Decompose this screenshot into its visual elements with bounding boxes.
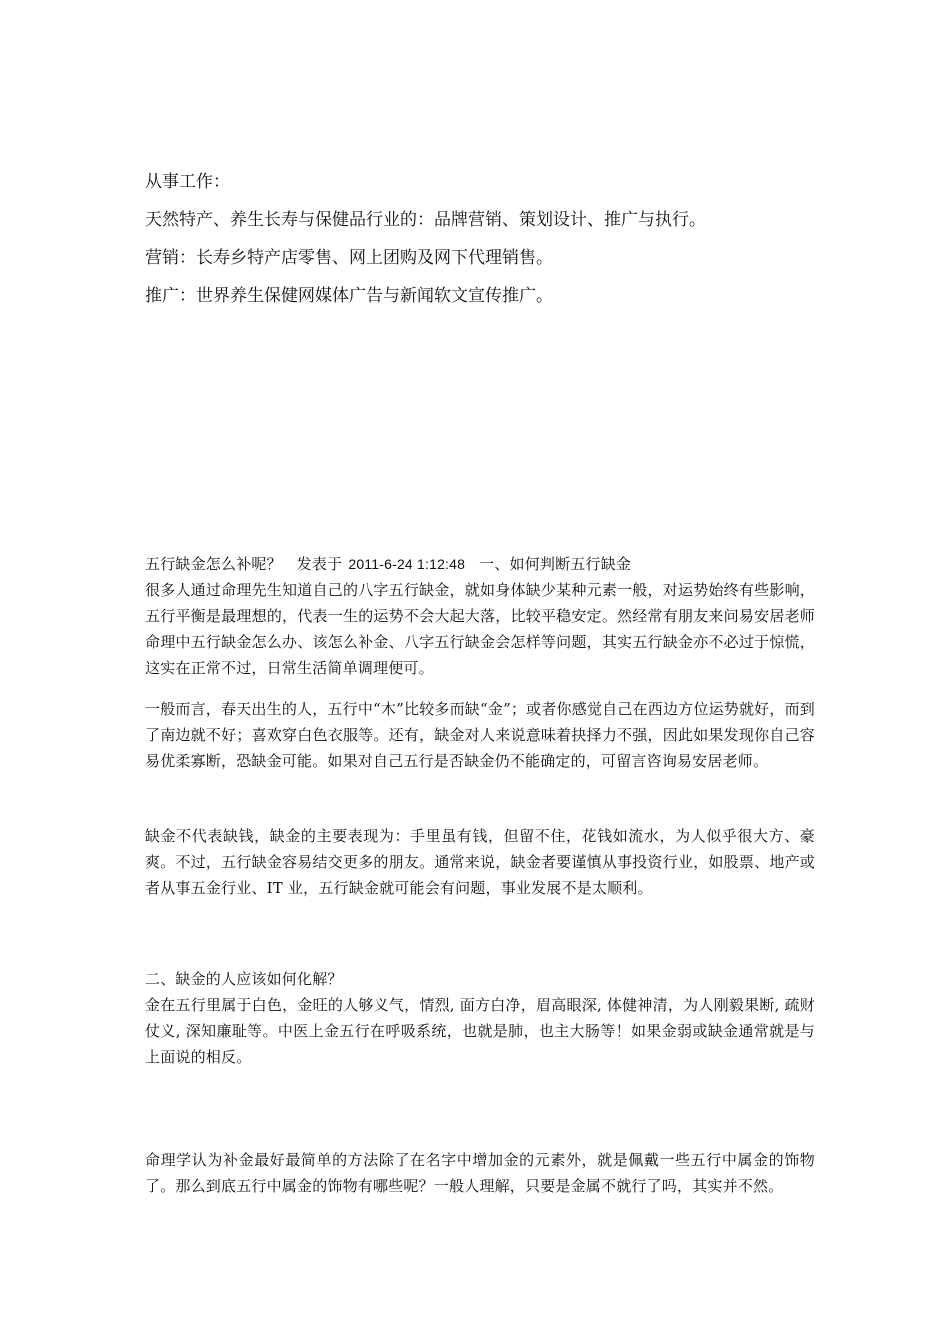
section-2-block <box>145 966 815 1070</box>
intro-heading: 从事工作： <box>145 172 230 192</box>
posted-date: 2011-6-24 1:12:48 <box>348 556 466 572</box>
paragraph-block-2 <box>145 696 815 774</box>
section1-heading: 一、如何判断五行缺金 <box>479 555 632 573</box>
work-intro-section <box>145 172 825 306</box>
paragraph-3: 缺金不代表缺钱，缺金的主要表现为：手里虽有钱，但留不住，花钱如流水，为人似乎很大方、豪爽。不过，五行缺金容易结交更多的朋友。通常来说，缺金者要谨慎从事投资行业，如股票、地产或者从事五金行业、IT 业，五行缺金就可能会有问题，事业发展不是太顺利。 <box>145 827 815 897</box>
paragraph-4: 金在五行里属于白色，金旺的人够义气，情烈, 面方白净，眉高眼深, 体健神清，为人刚毅果断, 疏财仗义, 深知廉耻等。中医上金五行在呼吸系统，也就是肺，也主大肠等！如果金弱或缺金通常就是与上面说的相反。 <box>145 996 815 1066</box>
intro-line-promotion: 推广：世界养生保健网媒体广告与新闻软文宣传推广。 <box>145 286 553 306</box>
paragraph-5: 命理学认为补金最好最简单的方法除了在名字中增加金的元素外，就是佩戴一些五行中属金的饰物了。那么到底五行中属金的饰物有哪些呢？一般人理解，只要是金属不就行了吗，其实并不然。 <box>145 1151 815 1195</box>
posted-label: 发表于 <box>296 555 343 573</box>
paragraph-block-5 <box>145 1147 815 1199</box>
paragraph-1: 很多人通过命理先生知道自己的八字五行缺金，就如身体缺少某种元素一般，对运势始终有些影响，五行平衡是最理想的，代表一生的运势不会大起大落，比较平稳安定。然经常有朋友来问易安居老师命理中五行缺金怎么办、该怎么补金、八字五行缺金会怎样等问题，其实五行缺金亦不必过于惊慌，这实在正常不过，日常生活简单调理便可。 <box>145 581 815 677</box>
section2-heading: 二、缺金的人应该如何化解？ <box>145 970 343 988</box>
article-headline <box>145 551 815 577</box>
paragraph-2: 一般而言，春天出生的人，五行中“木”比较多而缺“金”；或者你感觉自己在西边方位运势就好，而到了南边就不好；喜欢穿白色衣服等。还有，缺金对人来说意味着抉择力不强，因此如果发现你自己容易优柔寡断，恐缺金可能。如果对自己五行是否缺金仍不能确定的，可留言咨询易安居老师。 <box>145 700 815 770</box>
intro-line-marketing: 营销：长寿乡特产店零售、网上团购及网下代理销售。 <box>145 248 553 268</box>
article-intro-block <box>145 551 815 681</box>
paragraph-block-3 <box>145 823 815 901</box>
article-title: 五行缺金怎么补呢？ <box>145 555 282 573</box>
intro-line-industry: 天然特产、养生长寿与保健品行业的：品牌营销、策划设计、推广与执行。 <box>145 210 706 230</box>
